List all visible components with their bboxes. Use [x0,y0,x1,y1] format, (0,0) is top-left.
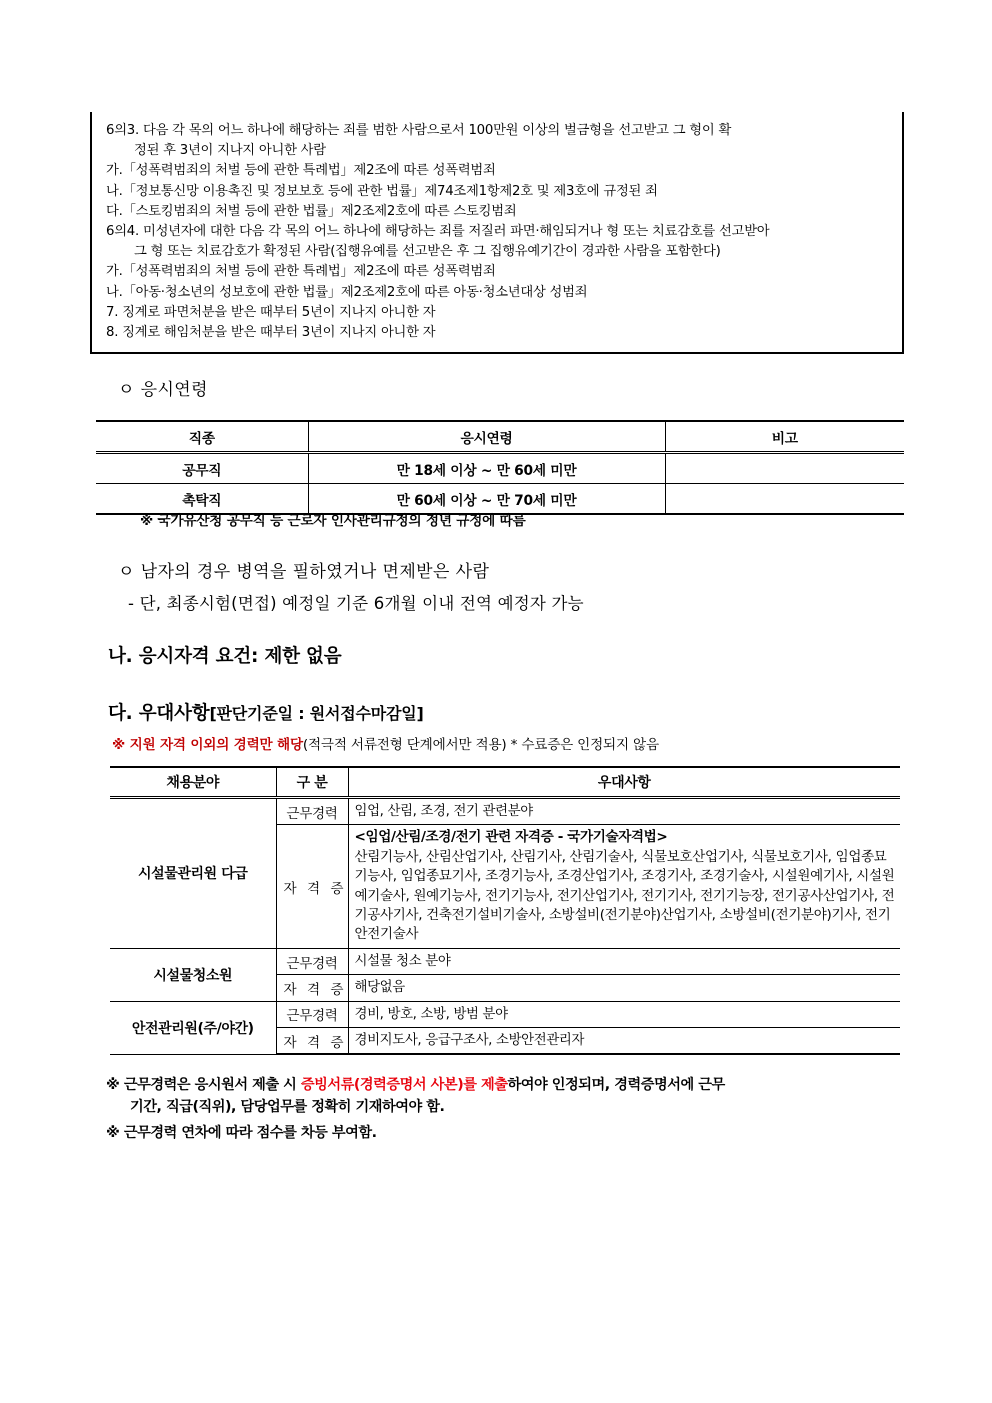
pref-content-cell: 경비, 방호, 소방, 방범 분야 [348,1001,900,1027]
age-header-note: 비고 [665,421,904,453]
pref-field-label: 안전관리원(주/야간) [110,1001,276,1054]
age-cell-age: 만 18세 이상 ~ 만 60세 미만 [308,453,665,484]
age-cell-job: 공무직 [182,462,222,479]
preferential-heading-main: 다. 우대사항 [108,703,210,724]
preferential-heading-sub: [판단기준일 : 원서접수마감일] [209,704,424,723]
preferential-note [112,736,659,755]
pref-division-label: 자 격 증 [276,825,348,948]
certificate-list-title: <임업/산림/조경/전기 관련 자격증 - 국가기술자격법> [354,829,668,846]
pref-division-label: 근무경력 [276,798,348,825]
age-cell-note [665,484,904,515]
military-section-bullet: ㅇ 남자의 경우 병역을 필하였거나 면제받은 사람 [118,562,490,582]
law-line: 그 형 또는 치료감호가 확정된 사람(집행유예를 선고받은 후 그 집행유예기간이 경과한 사람을 포함한다) [134,244,721,260]
military-section-dash: - 단, 최종시험(면접) 예정일 기준 6개월 이내 전역 예정자 가능 [128,594,584,613]
footnote-career-evidence [106,1074,725,1096]
age-cell-note [665,453,904,484]
preferential-heading [108,702,424,726]
pref-content-cell: 임업, 산림, 조경, 전기 관련분야 [348,798,900,825]
age-cell-age: 만 60세 이상 ~ 만 70세 미만 [308,484,665,515]
law-line: 7. 징계로 파면처분을 받은 때부터 5년이 지나지 아니한 자 [106,304,436,320]
table-row [96,484,904,515]
note-asterisk-mark: ※ [112,737,130,753]
table-row [110,948,900,974]
pref-content-cell-certificates [348,825,900,948]
qualification-heading: 나. 응시자격 요건: 제한 없음 [108,646,342,667]
pref-division-label: 근무경력 [276,1001,348,1027]
pref-division-label: 자 격 증 [276,1028,348,1055]
pref-content-cell: 경비지도사, 응급구조사, 소방안전관리자 [348,1028,900,1055]
law-line: 가.「성폭력범죄의 처벌 등에 관한 특례법」제2조에 따른 성폭력범죄 [106,264,496,280]
age-header-job: 직종 [96,421,308,453]
pref-header-division: 구 분 [276,767,348,798]
law-line: 6의4. 미성년자에 대한 다음 각 목의 어느 하나에 해당하는 죄를 저질러 파면·해임되거나 형 또는 치료감호를 선고받아 [106,224,770,240]
age-eligibility-table [96,420,904,515]
pref-field-label: 시설물청소원 [110,948,276,1001]
table-row [96,453,904,484]
age-header-age: 응시연령 [308,421,665,453]
age-cell-job: 촉탁직 [96,484,308,515]
footnote-red-text: 증빙서류(경력증명서 사본)를 제출 [300,1077,508,1093]
pref-division-label: 근무경력 [276,948,348,974]
pref-content-cell: 해당없음 [348,975,900,1001]
footnote-post-text: 하여야 인정되며, 경력증명서에 근무 [507,1077,725,1093]
table-row [110,798,900,825]
table-row [110,1001,900,1027]
law-line: 가.「성폭력범죄의 처벌 등에 관한 특례법」제2조에 따른 성폭력범죄 [106,163,496,179]
footnote-pre-text: ※ 근무경력은 응시원서 제출 시 [106,1077,301,1093]
footnote-career-evidence-line2: 기간, 직급(직위), 담당업무를 정확히 기재하여야 함. [130,1099,445,1115]
pref-division-label: 자 격 증 [276,975,348,1001]
age-table-footnote: ※ 국가유산청 공무직 등 근로자 인사관리규정의 정년 규정에 따름 [140,513,526,529]
certificate-list-body: 산림기능사, 산림산업기사, 산림기사, 산림기술사, 식물보호산업기사, 식물보호기사, 임업종묘기능사, 임업종묘기사, 조경기능사, 조경산업기사, 조경기사, 조경기술사, 시설원예기사, 시설원예기술사, 원예기능사, 전기기능사, 전기산업기사, 전기기사, 전기기능장, 전기공사산업기사, 전기공사기사, 건축전기설비기술사, 소방설비(전기분야)산업기사, 소방설비(전기분야)기사, 전기안전기술사 [354,848,895,943]
law-line: 나.「아동·청소년의 성보호에 관한 법률」제2조제2호에 따른 아동·청소년대상 성범죄 [106,284,588,300]
footnote-career-score: ※ 근무경력 연차에 따라 점수를 차등 부여함. [106,1125,377,1141]
law-line: 8. 징계로 해임처분을 받은 때부터 3년이 지나지 아니한 자 [106,325,436,341]
preferential-table [110,766,900,1055]
law-line: 정된 후 3년이 지나지 아니한 사람 [134,143,326,159]
table-header-row [110,767,900,798]
pref-field-label: 시설물관리원 다급 [110,798,276,949]
age-section-bullet: ㅇ 응시연령 [118,380,208,400]
note-red-text: 지원 자격 이외의 경력만 해당 [129,737,303,753]
pref-header-content: 우대사항 [348,767,900,798]
pref-content-cell: 시설물 청소 분야 [348,948,900,974]
table-header-row [96,421,904,453]
disqualification-box [90,112,904,354]
law-line: 6의3. 다음 각 목의 어느 하나에 해당하는 죄를 범한 사람으로서 100만원 이상의 벌금형을 선고받고 그 형이 확 [106,123,732,138]
law-line: 나.「정보통신망 이용촉진 및 정보보호 등에 관한 법률」제74조제1항제2호 및 제3호에 규정된 죄 [106,183,658,199]
law-line: 다.「스토킹범죄의 처벌 등에 관한 법률」제2조제2호에 따른 스토킹범죄 [106,203,517,219]
pref-header-field: 채용분야 [110,767,276,798]
note-black-text: (적극적 서류전형 단계에서만 적용) * 수료증은 인정되지 않음 [302,737,659,753]
